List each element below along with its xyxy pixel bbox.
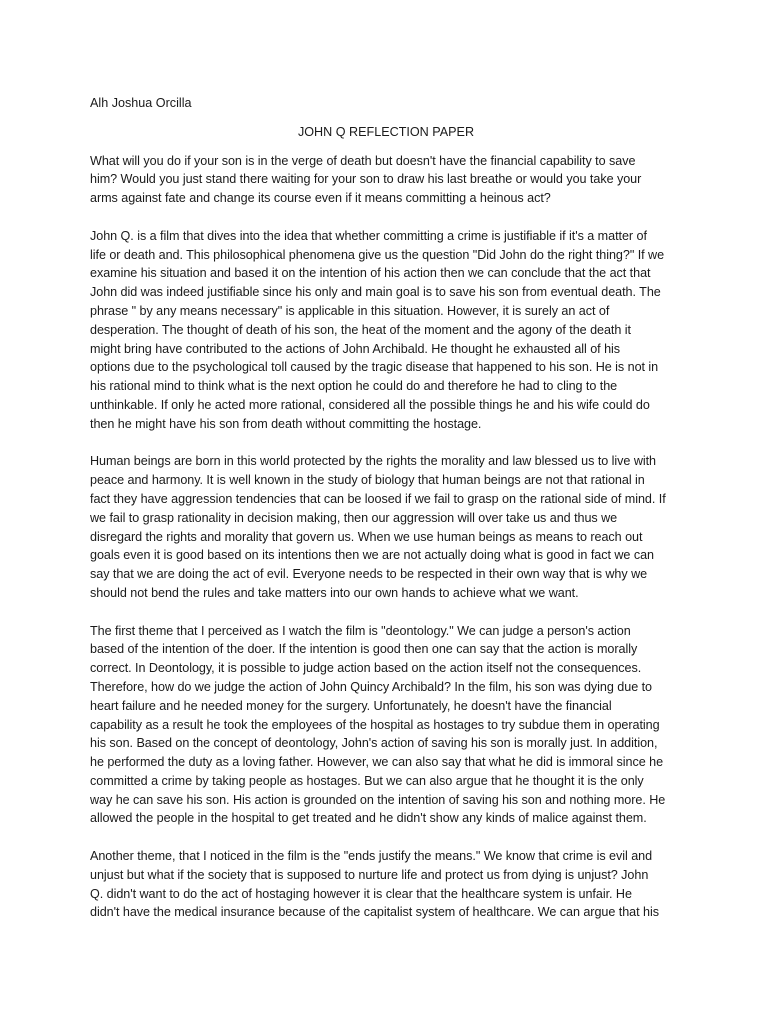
document-title: JOHN Q REFLECTION PAPER bbox=[297, 124, 475, 139]
text-line: phrase " by any means necessary" is applicable in this situation. However, it is surely an act of bbox=[90, 303, 610, 318]
text-line: peace and harmony. It is well known in the study of biology that human beings are not that rational in bbox=[90, 473, 645, 488]
paragraph bbox=[90, 152, 682, 208]
text-line: Human beings are born in this world protected by the rights the morality and law blessed us to live with bbox=[90, 454, 657, 469]
text-line: Therefore, how do we judge the action of John Quincy Archibald? In the film, his son was dying due to bbox=[90, 679, 653, 694]
text-line: should not bend the rules and take matters into our own hands to achieve what we want. bbox=[90, 585, 579, 600]
text-line: examine his situation and based it on the intention of his action then we can conclude that the act that bbox=[90, 266, 651, 281]
text-line: goals even it is good based on its intentions then we are not actually doing what is good in fact we can bbox=[90, 548, 654, 563]
text-line: Another theme, that I noticed in the film is the "ends justify the means." We know that crime is evil and bbox=[90, 849, 653, 864]
author-name: Alh Joshua Orcilla bbox=[90, 96, 192, 110]
document-page bbox=[90, 94, 682, 941]
text-line: fact they have aggression tendencies that can be loosed if we fail to grasp on the rational side of mind. If bbox=[90, 491, 666, 506]
text-line: his son. Based on the concept of deontology, John's action of saving his son is morally just. In addition, bbox=[90, 736, 658, 751]
text-line: say that we are doing the act of evil. Everyone needs to be respected in their own way that is why we bbox=[90, 567, 648, 582]
document-body bbox=[90, 152, 682, 923]
paragraph bbox=[90, 452, 682, 602]
text-line: his rational mind to think what is the next option he could do and therefore he had to cling to the bbox=[90, 379, 618, 394]
text-line: committed a crime by taking people as hostages. But we can also argue that he thought it is the only bbox=[90, 773, 644, 788]
text-line: we fail to grasp rationality in decision making, then our aggression will over take us and thus we bbox=[90, 510, 618, 525]
text-line: way he can save his son. His action is grounded on the intention of saving his son and nothing more. He bbox=[90, 792, 666, 807]
text-line: The first theme that I perceived as I watch the film is "deontology." We can judge a person's action bbox=[90, 623, 631, 638]
text-line: allowed the people in the hospital to get treated and he didn't show any kinds of malice against them. bbox=[90, 811, 647, 826]
text-line: then he might have his son from death without committing the hostage. bbox=[90, 416, 482, 431]
text-line: disregard the rights and morality that govern us. When we use human beings as means to reach out bbox=[90, 529, 643, 544]
text-line: life or death and. This philosophical phenomena give us the question "Did John do the right thing?" If we bbox=[90, 247, 665, 262]
text-line: didn't have the medical insurance because of the capitalist system of healthcare. We can argue that his bbox=[90, 905, 659, 920]
text-line: based of the intention of the doer. If the intention is good then one can say that the action is morally bbox=[90, 642, 638, 657]
text-line: might bring have contributed to the actions of John Archibald. He thought he exhausted all of his bbox=[90, 341, 621, 356]
text-line: unjust but what if the society that is supposed to nurture life and protect us from dying is unjust? John bbox=[90, 867, 649, 882]
text-line: Q. didn't want to do the act of hostaging however it is clear that the healthcare system is unfair. He bbox=[90, 886, 632, 901]
text-line: options due to the psychological toll caused by the tragic disease that happened to his son. He is not in bbox=[90, 360, 659, 375]
text-line: heart failure and he needed money for the surgery. Unfortunately, he doesn't have the financial bbox=[90, 698, 612, 713]
text-line: unthinkable. If only he acted more rational, considered all the possible things he and his wife could do bbox=[90, 397, 650, 412]
paragraph bbox=[90, 847, 682, 922]
text-line: he performed the duty as a loving father. However, we can also say that what he did is immoral since he bbox=[90, 755, 664, 770]
paragraph bbox=[90, 622, 682, 829]
text-line: desperation. The thought of death of his son, the heat of the moment and the agony of the death it bbox=[90, 322, 631, 337]
text-line: him? Would you just stand there waiting for your son to draw his last breathe or would you take your bbox=[90, 172, 642, 187]
text-line: John did was indeed justifiable since his only and main goal is to save his son from eventual death. The bbox=[90, 285, 661, 300]
text-line: John Q. is a film that dives into the idea that whether committing a crime is justifiable if it's a matter of bbox=[90, 228, 647, 243]
text-line: correct. In Deontology, it is possible to judge action based on the action itself not the consequences. bbox=[90, 661, 642, 676]
text-line: What will you do if your son is in the verge of death but doesn't have the financial capability to save bbox=[90, 153, 636, 168]
text-line: arms against fate and change its course even if it means committing a heinous act? bbox=[90, 191, 551, 206]
paragraph bbox=[90, 227, 682, 434]
text-line: capability as a result he took the employees of the hospital as hostages to try subdue them in operating bbox=[90, 717, 660, 732]
